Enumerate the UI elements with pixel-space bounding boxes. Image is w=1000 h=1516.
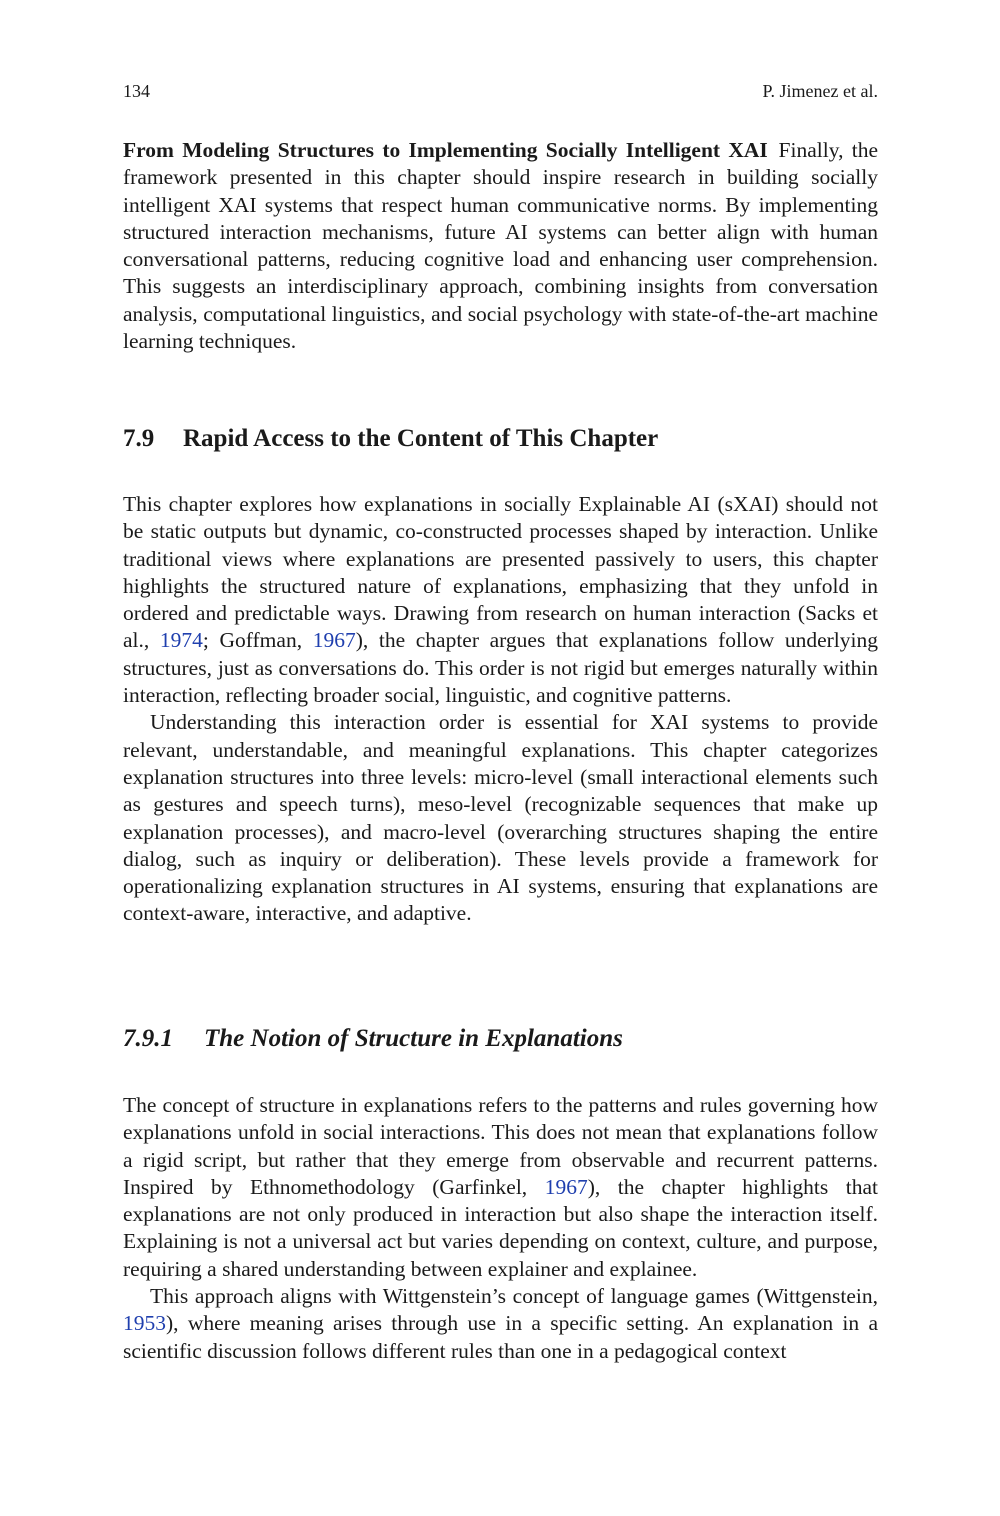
citation-link[interactable]: 1974: [159, 628, 203, 653]
section-7-9-body: [123, 491, 878, 928]
running-author: P. Jimenez et al.: [762, 81, 878, 101]
paragraph-text: The concept of structure in explanations refers to the patterns and rules governing how explanations unfold in social interactions. This does not mean that explanations follow a rigid script, but rather that they emerge from observable and recurrent patterns. Inspired by Ethnomethodology (Garfinkel,: [123, 1093, 878, 1199]
paragraph-text: ; Goffman,: [202, 628, 313, 653]
section-number: 7.9: [123, 425, 155, 452]
subsection-7-9-1-body: [123, 1092, 878, 1365]
paragraph-text: ), where meaning arises through use in a specific setting. An explanation in a scientific discussion follows different rules than one in a pedagogical context: [123, 1311, 878, 1363]
section-title: Rapid Access to the Content of This Chapter: [183, 425, 659, 452]
paragraph-text: ), the chapter highlights that explanations are not only produced in interaction but also shape the interaction itself. Explaining is not a universal act but varies depending on context, culture, and purpose, requiring a shared understanding between explainer and explainee.: [123, 1174, 878, 1281]
page-number: 134: [123, 81, 150, 101]
subsection-title: The Notion of Structure in Explanations: [204, 1025, 623, 1052]
subsection-number: 7.9.1: [123, 1025, 173, 1052]
running-head: [123, 80, 878, 102]
section-paragraph-2: Understanding this interaction order is essential for XAI systems to provide relevant, understandable, and meaningful explanations. This chapter categorizes explanation structures into three levels: micro-level (small interactional elements such as gestures and speech turns), meso-level (recognizable sequences that make up explanation processes), and macro-level (overarching structures shaping the entire dialog, such as inquiry or deliberation). These levels provide a framework for operationalizing explanation structures in AI systems, ensuring that explanations are context-aware, interactive, and adaptive.: [123, 710, 878, 926]
framework-paragraph: [123, 137, 878, 355]
subsection-heading: [123, 1024, 878, 1054]
framework-paragraph-block: [123, 137, 878, 355]
citation-link[interactable]: 1953: [123, 1311, 166, 1336]
section-heading: [123, 424, 878, 454]
paragraph-body: Finally, the framework presented in this chapter should inspire research in building socially intelligent XAI systems that respect human communicative norms. By implementing structured interaction mechanisms, future AI systems can better align with human conversational patterns, reducing cognitive load and enhancing user comprehension. This suggests an interdisciplinary approach, combining insights from conversation analysis, computational linguistics, and social psychology with state-of-the-art machine learning techniques.: [123, 138, 878, 354]
paragraph-text: This approach aligns with Wittgenstein’s concept of language games (Wittgenstein,: [150, 1284, 878, 1309]
paragraph-text: ), the chapter argues that explanations follow underlying structures, just as conversations do. This order is not rigid but emerges naturally within interaction, reflecting broader social, linguistic, and cognitive patterns.: [123, 628, 878, 708]
section-paragraph-1: [123, 491, 878, 709]
subsection-paragraph-2: [123, 1283, 878, 1365]
citation-link[interactable]: 1967: [312, 628, 356, 653]
paragraph-text: This chapter explores how explanations in socially Explainable AI (sXAI) should not be static outputs but dynamic, co-constructed processes shaped by interaction. Unlike traditional views where explanations are presented passively to users, this chapter highlights the structured nature of explanations, emphasizing that they unfold in ordered and predictable ways. Drawing from research on human interaction (Sacks et al.,: [123, 492, 878, 653]
paragraph-runin-title: From Modeling Structures to Implementing Socially Intelligent XAI: [123, 138, 768, 162]
subsection-paragraph-1: [123, 1092, 878, 1283]
citation-link[interactable]: 1967: [544, 1174, 588, 1199]
